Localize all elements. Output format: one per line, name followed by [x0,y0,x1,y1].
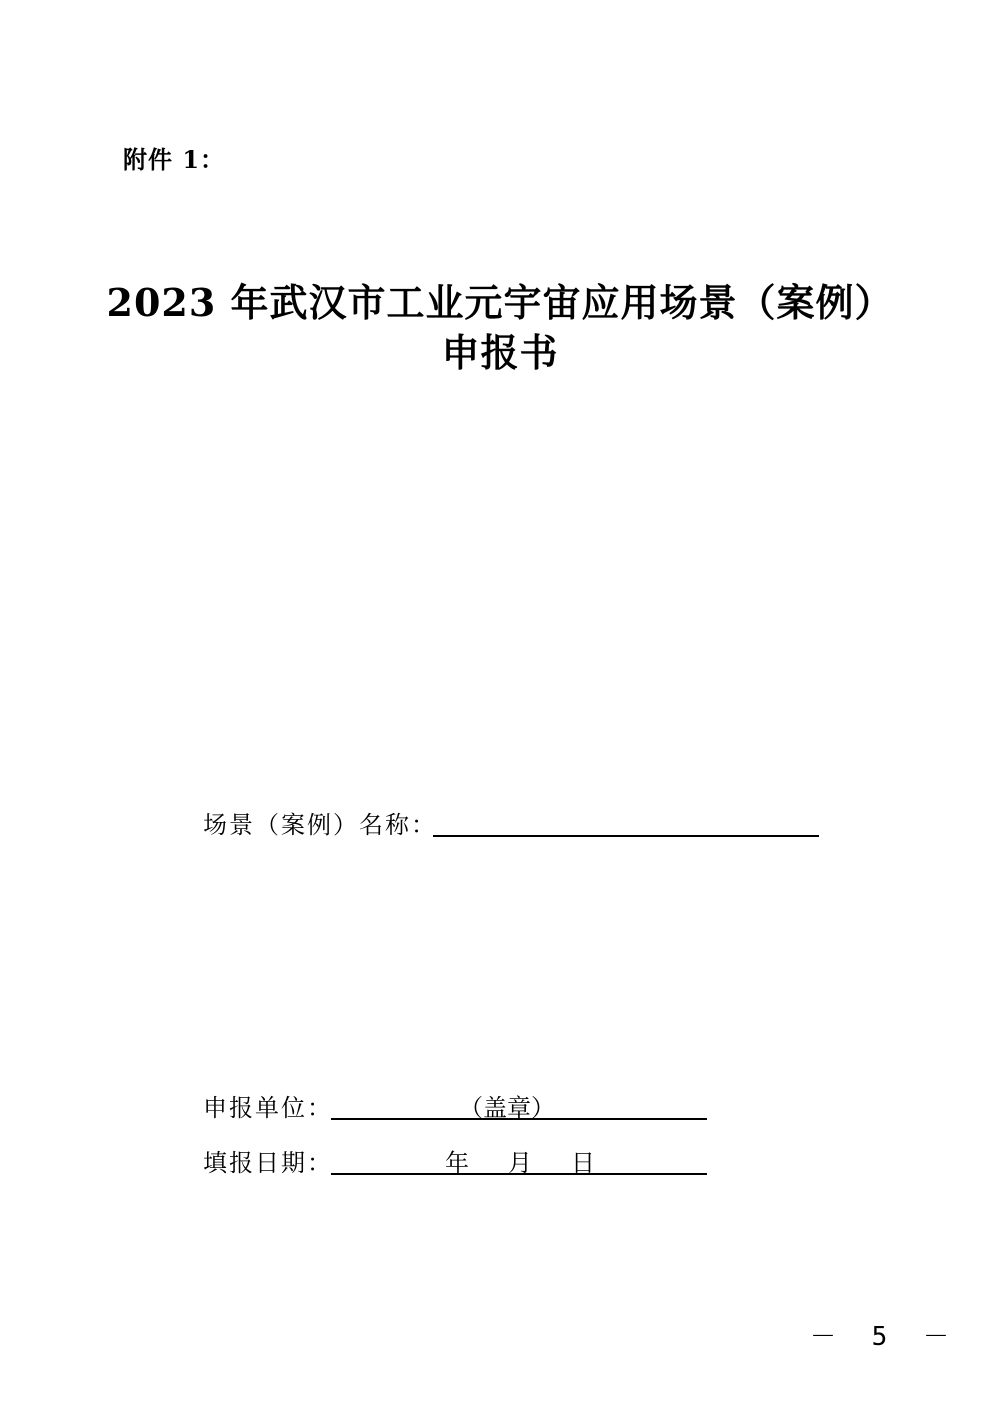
attachment-label: 附件 1： [123,145,226,174]
applicant-unit-field [203,1088,713,1122]
applicant-unit-label: 申报单位： [203,1094,333,1122]
day-label: 日 [571,1149,595,1177]
document-title-line1: 2023 年武汉市工业元宇宙应用场景（案例） [106,280,894,325]
month-label: 月 [508,1149,532,1177]
scenario-name-input[interactable] [433,805,819,837]
fill-date-field [203,1143,713,1177]
page-number: － 5 － [810,1322,959,1352]
document-title-line2: 申报书 [441,330,559,375]
fill-date-label: 填报日期： [203,1149,333,1177]
scenario-name-field [203,805,823,839]
scenario-name-label: 场景（案例）名称： [203,811,437,839]
year-label: 年 [445,1149,469,1177]
seal-note: （盖章） [459,1094,555,1122]
